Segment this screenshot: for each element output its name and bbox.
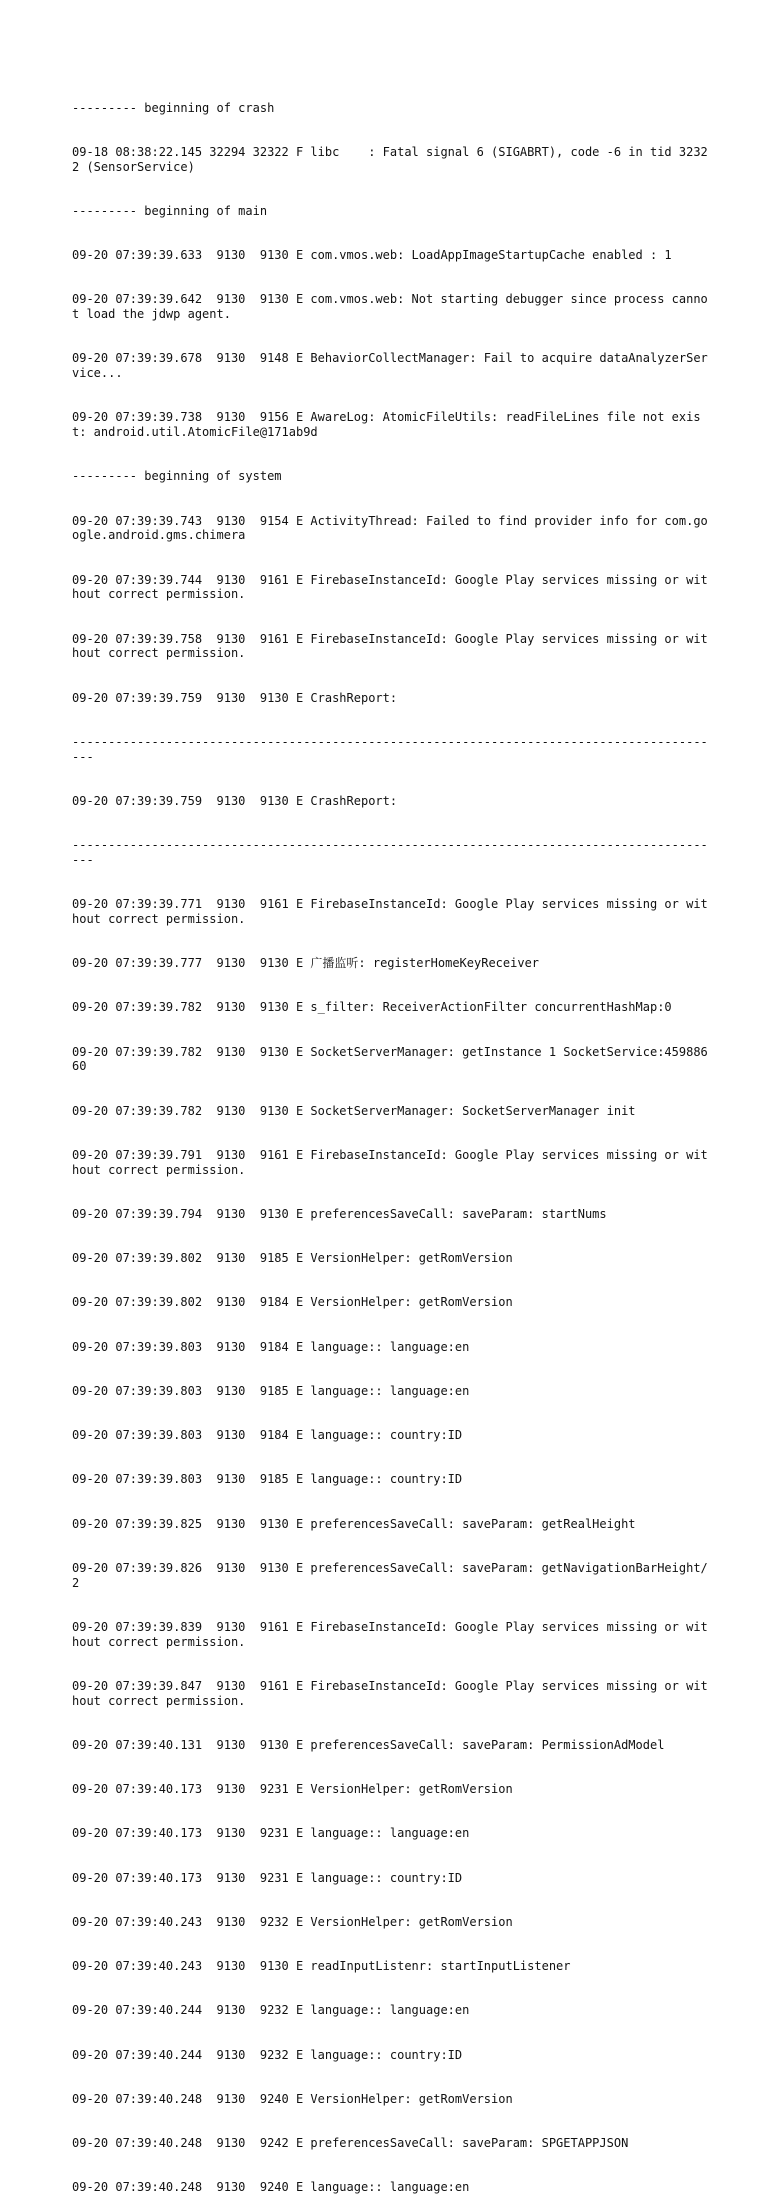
log-line: 09-20 07:39:39.744 9130 9161 E FirebaseInstanceId: Google Play services missing or without correct permission. xyxy=(72,572,708,602)
log-line: 09-20 07:39:39.803 9130 9184 E language:: language:en xyxy=(72,1339,470,1354)
log-line: 09-20 07:39:39.759 9130 9130 E CrashReport: xyxy=(72,690,398,705)
log-line: --------- beginning of crash xyxy=(72,100,275,115)
log-line: --------- beginning of system xyxy=(72,469,282,484)
log-line: 09-20 07:39:39.782 9130 9130 E s_filter: ReceiverActionFilter concurrentHashMap:0 xyxy=(72,1000,672,1015)
log-line: 09-18 08:38:22.145 32294 32322 F libc : Fatal signal 6 (SIGABRT), code -6 in tid 32322 (SensorService) xyxy=(72,144,708,174)
log-line: 09-20 07:39:39.782 9130 9130 E SocketServerManager: getInstance 1 SocketService:45988660 xyxy=(72,1044,708,1074)
log-line: 09-20 07:39:39.839 9130 9161 E FirebaseInstanceId: Google Play services missing or without correct permission. xyxy=(72,1619,708,1649)
log-line: 09-20 07:39:39.847 9130 9161 E FirebaseInstanceId: Google Play services missing or without correct permission. xyxy=(72,1678,708,1708)
log-line: 09-20 07:39:39.802 9130 9184 E VersionHelper: getRomVersion xyxy=(72,1295,513,1310)
log-line: 09-20 07:39:39.826 9130 9130 E preferencesSaveCall: saveParam: getNavigationBarHeight/2 xyxy=(72,1560,708,1590)
log-line: 09-20 07:39:39.642 9130 9130 E com.vmos.web: Not starting debugger since process cannot load the jdwp agent. xyxy=(72,292,708,321)
log-line: 09-20 07:39:39.803 9130 9185 E language:: country:ID xyxy=(72,1472,463,1487)
log-line: 09-20 07:39:40.248 9130 9240 E VersionHelper: getRomVersion xyxy=(72,2091,513,2106)
log-line: 09-20 07:39:39.825 9130 9130 E preferencesSaveCall: saveParam: getRealHeight xyxy=(72,1516,636,1531)
log-line: 09-20 07:39:40.243 9130 9130 E readInputListenr: startInputListener xyxy=(72,1959,571,1973)
log-line: ------------------------------------------------------------------------------------------- xyxy=(72,838,708,867)
log-line: 09-20 07:39:39.633 9130 9130 E com.vmos.web: LoadAppImageStartupCache enabled : 1 xyxy=(72,248,672,262)
log-line: 09-20 07:39:40.173 9130 9231 E language:: language:en xyxy=(72,1826,470,1841)
log-document xyxy=(72,71,712,2210)
log-line: 09-20 07:39:39.791 9130 9161 E FirebaseInstanceId: Google Play services missing or without correct permission. xyxy=(72,1147,708,1177)
log-line: 09-20 07:39:39.794 9130 9130 E preferencesSaveCall: saveParam: startNums xyxy=(72,1206,607,1221)
log-line: 09-20 07:39:39.759 9130 9130 E CrashReport: xyxy=(72,793,398,808)
log-line: --------- beginning of main xyxy=(72,203,268,218)
log-line: 09-20 07:39:39.758 9130 9161 E FirebaseInstanceId: Google Play services missing or without correct permission. xyxy=(72,631,708,661)
log-line: ------------------------------------------------------------------------------------------- xyxy=(72,734,708,764)
log-line: 09-20 07:39:39.803 9130 9184 E language:: country:ID xyxy=(72,1428,463,1442)
log-line: 09-20 07:39:39.803 9130 9185 E language:: language:en xyxy=(72,1383,470,1398)
log-line: 09-20 07:39:40.173 9130 9231 E language:: country:ID xyxy=(72,1870,463,1885)
log-line: 09-20 07:39:39.738 9130 9156 E AwareLog: AtomicFileUtils: readFileLines file not exist: android.util.AtomicFile@171ab9d xyxy=(72,410,701,439)
log-line: 09-20 07:39:40.244 9130 9232 E language:: country:ID xyxy=(72,2047,463,2062)
log-line: 09-20 07:39:39.771 9130 9161 E FirebaseInstanceId: Google Play services missing or without correct permission. xyxy=(72,897,708,926)
log-line: 09-20 07:39:40.173 9130 9231 E VersionHelper: getRomVersion xyxy=(72,1782,513,1796)
log-line: 09-20 07:39:39.782 9130 9130 E SocketServerManager: SocketServerManager init xyxy=(72,1103,636,1118)
log-line: 09-20 07:39:39.777 9130 9130 E 广播监听: registerHomeKeyReceiver xyxy=(72,956,540,970)
log-line: 09-20 07:39:39.678 9130 9148 E BehaviorCollectManager: Fail to acquire dataAnalyzerService... xyxy=(72,351,708,380)
log-line: 09-20 07:39:39.743 9130 9154 E ActivityThread: Failed to find provider info for com.google.android.gms.chimera xyxy=(72,513,708,543)
log-line: 09-20 07:39:40.248 9130 9242 E preferencesSaveCall: saveParam: SPGETAPPJSON xyxy=(72,2136,629,2150)
log-line: 09-20 07:39:39.802 9130 9185 E VersionHelper: getRomVersion xyxy=(72,1251,513,1265)
log-line: 09-20 07:39:40.244 9130 9232 E language:: language:en xyxy=(72,2003,470,2018)
log-line: 09-20 07:39:40.131 9130 9130 E preferencesSaveCall: saveParam: PermissionAdModel xyxy=(72,1737,665,1752)
log-line: 09-20 07:39:40.248 9130 9240 E language:: language:en xyxy=(72,2180,470,2195)
log-line: 09-20 07:39:40.243 9130 9232 E VersionHelper: getRomVersion xyxy=(72,1914,513,1929)
